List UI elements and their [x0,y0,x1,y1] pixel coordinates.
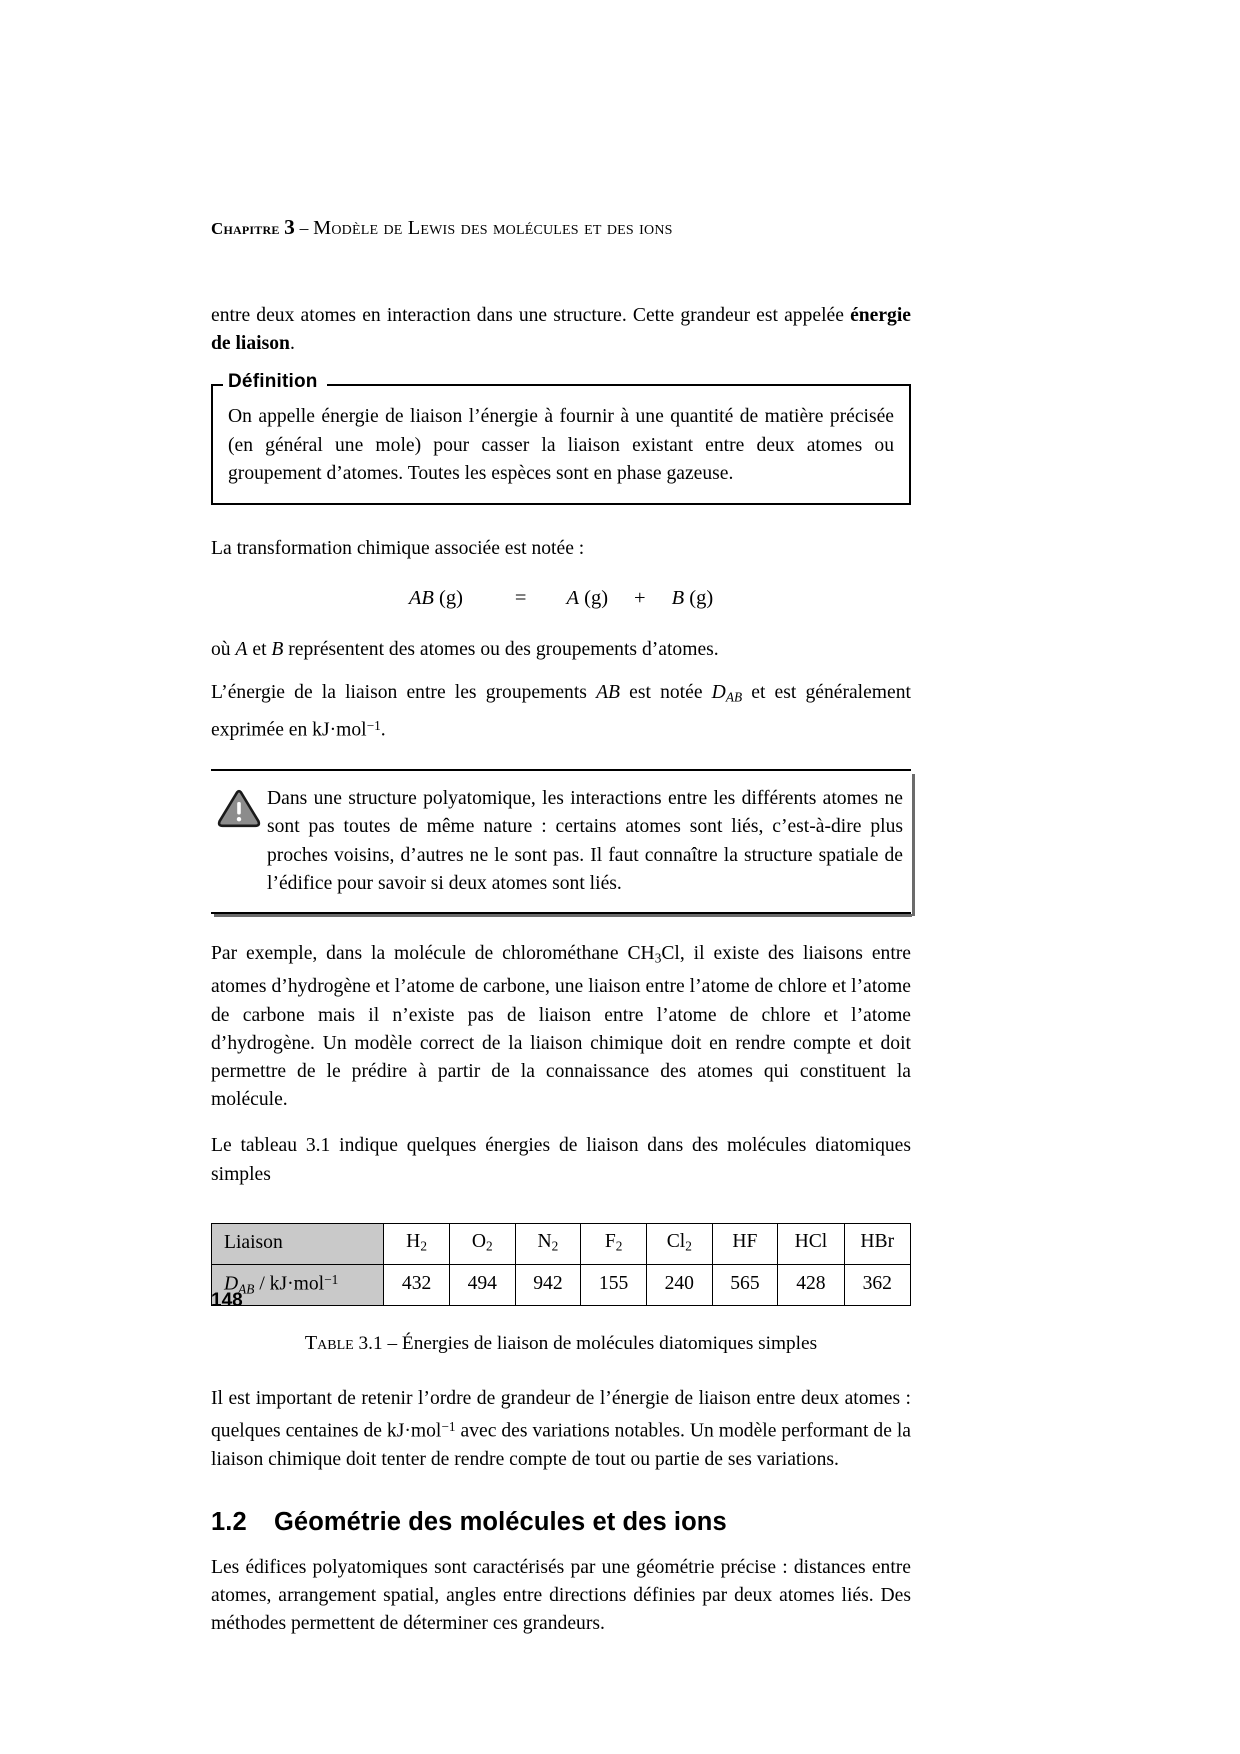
equation-operator: = [514,586,527,609]
equation-left-species: AB [408,586,434,609]
energy-mol: mol [336,719,367,741]
order-text-1: Il est important de retenir l’ordre de grandeur de l’énergie de liaison entre deux atomes : quelques centaines de kJ [211,1387,911,1442]
transformation-intro-paragraph: La transformation chimique associée est notée : [211,537,585,559]
table-cell-species-0 [384,1223,450,1264]
species-symbol: N [537,1231,552,1253]
order-middot: · [404,1420,411,1442]
table-caption-text: Énergies de liaison de molécules diatomiques simples [401,1332,818,1354]
equation-right-state-1: (g) [584,586,609,609]
table-cell-species-6 [778,1223,844,1264]
table-caption [211,1332,911,1355]
example-paragraph [211,940,911,1114]
table-caption-number: 3.1 [358,1332,383,1354]
intro-bold-term: énergie de liaison [211,305,911,355]
energy-symbol-ab: AB [596,682,621,704]
section-title: Géométrie des molécules et des ions [274,1507,727,1536]
warning-callout-text: Dans une structure polyatomique, les interactions entre les différents atomes ne sont pas toutes de même nature : certains atomes sont liés, c’est-à-dire plus proches voisins, d’autres ne le sont pas. Il faut connaître la structure spatiale de l’édifice pour savoir si deux atomes sont liés. [267,787,903,894]
table-caption-label: Table [304,1331,354,1354]
energy-exponent: −1 [366,717,381,733]
page-number: 148 [211,1290,243,1311]
table-cell-value-7: 362 [844,1264,910,1305]
species-symbol: HBr [860,1231,895,1253]
where-text-3: représentent des atomes ou des groupements d’atomes. [283,638,719,660]
table-cell-species-1 [449,1223,515,1264]
table-cell-value-0: 432 [384,1264,450,1305]
species-subscript: 2 [615,1239,623,1255]
order-of-magnitude-paragraph [211,1385,911,1474]
equation-left-state: (g) [439,586,463,609]
species-symbol: HCl [794,1231,828,1253]
table-cell-species-5 [712,1223,778,1264]
table-row-values [212,1264,911,1305]
species-symbol: F [604,1231,616,1253]
table-cell-value-3: 155 [581,1264,647,1305]
energy-symbol-d-subscript: AB [725,689,743,705]
species-symbol: HF [732,1231,758,1253]
table-cell-species-3 [581,1223,647,1264]
where-symbol-a: A [235,638,248,660]
species-subscript: 2 [486,1239,493,1255]
table-cell-value-4: 240 [646,1264,712,1305]
energy-symbol-d: D [711,682,726,704]
example-subscript-3: 3 [654,951,662,967]
equation-right-state-2: (g) [689,586,714,609]
table-cell-value-2: 942 [515,1264,581,1305]
warning-callout [211,769,911,915]
energy-text-1: L’énergie de la liaison entre les groupements [211,682,597,704]
example-text-2: Cl, il existe des liaisons entre atomes d’hydrogène et l’atome de carbone, une liaison entre l’atome de chlore et l’atome de carbone mais il n’existe pas de liaison entre l’atome de chlore et l’atome d’hydrogène. Un modèle correct de la liaison chimique doit en rendre compte et doit permettre de le prédire à partir de la connaissance des atomes qui constituent la molécule. [211,943,911,1111]
table-cell-species-7 [844,1223,910,1264]
energy-text-4: . [380,719,386,741]
table-cell-value-5: 565 [712,1264,778,1305]
equation-right-species-2: B [671,586,685,609]
where-text-2: et [247,638,272,660]
table-rowhead-liaison: Liaison [212,1223,384,1264]
where-text-1: où [211,638,236,660]
dab-symbol: D [224,1273,239,1295]
intro-text-after: . [289,333,295,355]
species-symbol: Cl [666,1231,686,1253]
warning-triangle-icon [217,789,261,829]
definition-box-title: Définition [223,371,327,393]
definition-box-text: On appelle énergie de liaison l’énergie à fournir à une quantité de matière précisée (en général une mole) pour casser la liaison existant entre deux atomes ou groupement d’atomes. Toutes les espèces sont en phase gazeuse. [228,406,894,485]
dab-subscript: AB [238,1280,255,1296]
definition-box [211,371,911,504]
species-symbol: O [471,1231,486,1253]
energy-text-2: est notée [620,682,712,704]
example-text-1: Par exemple, dans la molécule de chlorométhane CH [211,943,655,965]
table-cell-species-4 [646,1223,712,1264]
reaction-equation [211,587,911,610]
page-content [211,215,911,1657]
dab-exponent: −1 [324,1271,339,1287]
section-paragraph: Les édifices polyatomiques sont caractérisés par une géométrie précise : distances entre atomes, arrangement spatial, angles entre directions définies par deux atomes liés. Des méthodes permettent de déterminer ces grandeurs. [211,1556,911,1635]
intro-text-before: entre deux atomes en interaction dans une structure. Cette grandeur est appelée [211,305,851,326]
energy-text-3: et est généralement exprimée en kJ [211,682,911,741]
running-head [211,215,911,240]
section-number: 1.2 [211,1507,247,1536]
order-text-2: avec des variations notables. Un modèle performant de la liaison chimique doit tenter de rendre compte de tout ou partie de ses variations. [211,1420,911,1470]
where-symbol-b: B [271,638,284,660]
energy-middot: · [329,719,337,741]
species-symbol: H [406,1231,421,1253]
species-subscript: 2 [685,1239,692,1255]
table-cell-value-1: 494 [449,1264,515,1305]
table-row-species [212,1223,911,1264]
energy-notation-paragraph [211,679,911,745]
equation-plus: + [634,586,646,609]
order-mol: mol [410,1420,442,1442]
dab-middot: · [287,1273,294,1295]
table-cell-species-2 [515,1223,581,1264]
order-exponent: −1 [441,1418,456,1434]
equation-right-species-1: A [566,586,579,609]
running-head-title: Modèle de Lewis des molécules et des ions [313,217,673,239]
table-intro-paragraph: Le tableau 3.1 indique quelques énergies de liaison dans des molécules diatomiques simples [211,1135,911,1185]
warning-icon-cell [211,785,267,834]
species-subscript: 2 [420,1239,427,1255]
section-heading [211,1508,911,1537]
table-caption-dash: – [387,1332,398,1354]
dab-units-prefix: / kJ [254,1273,288,1295]
running-head-dash: – [299,218,309,238]
table-cell-value-6: 428 [778,1264,844,1305]
where-paragraph [211,636,911,664]
data-table-wrapper [211,1223,911,1306]
running-head-chapter-number: 3 [284,215,295,239]
running-head-chapter-word: Chapitre [211,219,280,238]
intro-paragraph [211,302,911,358]
dab-mol: mol [293,1273,325,1295]
bond-energy-table [211,1223,911,1306]
species-subscript: 2 [551,1239,559,1255]
